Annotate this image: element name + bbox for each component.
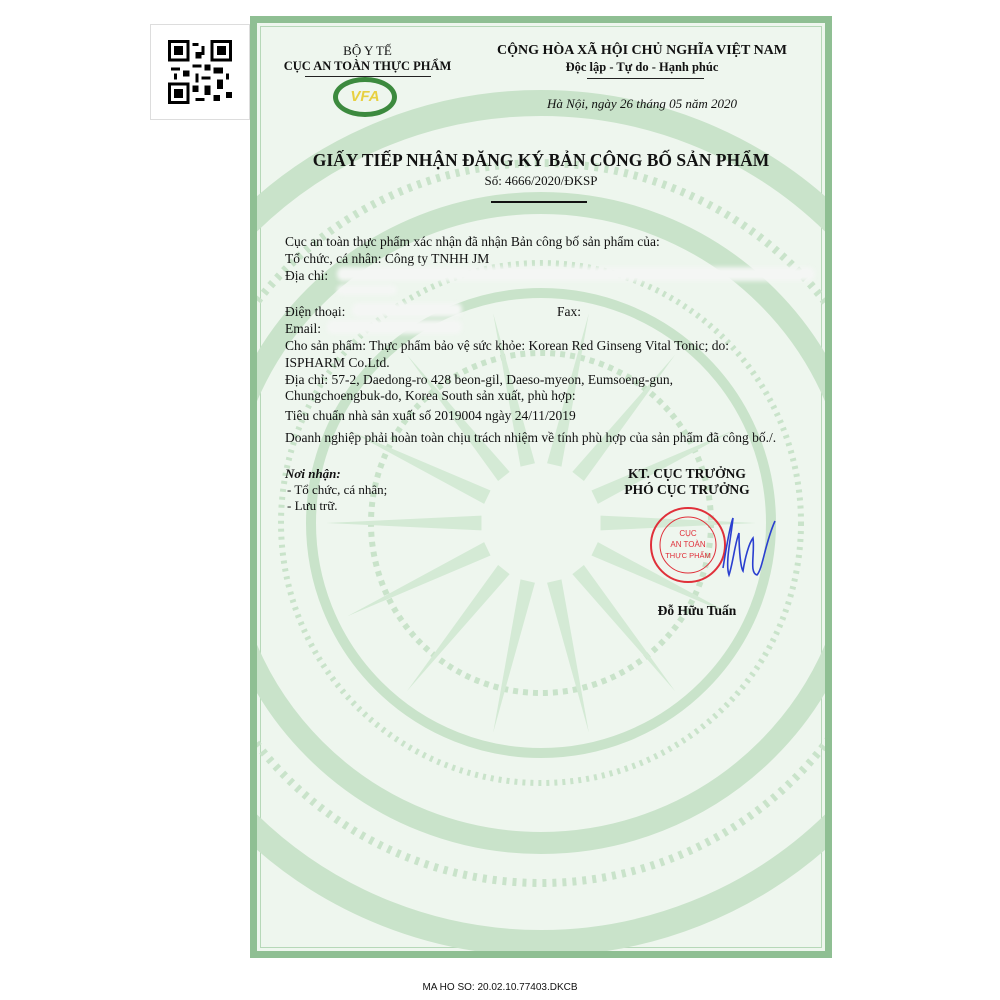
- address-label: Địa chỉ:: [285, 268, 329, 283]
- redacted-phone: [352, 303, 462, 317]
- redacted-address: [337, 267, 815, 281]
- signatory-title: PHÓ CỤC TRƯỞNG: [624, 482, 750, 497]
- product-line: Cho sản phẩm: Thực phẩm bảo vệ sức khỏe: Korean Red Ginseng Vital Tonic; do:: [285, 338, 730, 353]
- organization: Tổ chức, cá nhân: Công ty TNHH JM: [285, 251, 490, 266]
- stamp-text: AN TOÀN: [670, 540, 706, 549]
- standard: Tiêu chuẩn nhà sản xuất số 2019004 ngày 24/11/2019: [285, 408, 576, 423]
- redacted-email: [327, 320, 462, 334]
- qr-code: [150, 24, 250, 120]
- redacted-address: [337, 285, 397, 295]
- manufacturer-address-2: Chungchoengbuk-do, Korea South sản xuất, phù hợp:: [285, 388, 576, 403]
- recipient-item: - Tổ chức, cá nhân;: [287, 482, 388, 497]
- phone-label: Điện thoại:: [285, 304, 346, 319]
- divider: [587, 78, 704, 79]
- document-title: GIẤY TIẾP NHẬN ĐĂNG KÝ BẢN CÔNG BỐ SẢN PHẨM: [312, 150, 770, 170]
- manufacturer-address-1: Địa chỉ: 57-2, Daedong-ro 428 beon-gil, Daeso-myeon, Eumsoeng-gun,: [285, 372, 674, 387]
- stamp-text: CỤC: [679, 529, 697, 538]
- document-number: Số: 4666/2020/ĐKSP: [484, 173, 598, 188]
- qr-code-icon: [168, 40, 232, 104]
- manufacturer: ISPHARM Co.Ltd.: [285, 355, 390, 370]
- fax-label: Fax:: [557, 304, 582, 319]
- email-label: Email:: [285, 321, 321, 336]
- certificate-frame: [250, 16, 832, 958]
- nation-header: CỘNG HÒA XÃ HỘI CHỦ NGHĨA VIỆT NAM: [496, 43, 787, 58]
- dossier-code: MA HO SO: 20.02.10.77403.DKCB: [422, 982, 578, 993]
- handwritten-signature: [705, 513, 785, 583]
- stamp-text: THỰC PHẨM: [665, 551, 711, 560]
- intro-text: Cục an toàn thực phẩm xác nhận đã nhận Bản công bố sản phẩm của:: [285, 234, 660, 249]
- recipients-label: Nơi nhận:: [285, 466, 341, 481]
- department-name: CỤC AN TOÀN THỰC PHẨM: [283, 59, 452, 73]
- signatory-title: KT. CỤC TRƯỞNG: [628, 466, 746, 481]
- recipient-item: - Lưu trữ.: [287, 498, 338, 513]
- responsibility: Doanh nghiệp phải hoàn toàn chịu trách nhiệm về tính phù hợp của sản phẩm đã công bố./.: [285, 430, 777, 445]
- motto: Độc lập - Tự do - Hạnh phúc: [565, 60, 719, 74]
- vfa-logo: VFA: [333, 77, 397, 117]
- ministry-name: BỘ Y TẾ: [343, 43, 392, 58]
- divider: [491, 201, 587, 203]
- date-line: Hà Nội, ngày 26 tháng 05 năm 2020: [547, 96, 737, 111]
- signatory-name: Đỗ Hữu Tuấn: [657, 603, 737, 618]
